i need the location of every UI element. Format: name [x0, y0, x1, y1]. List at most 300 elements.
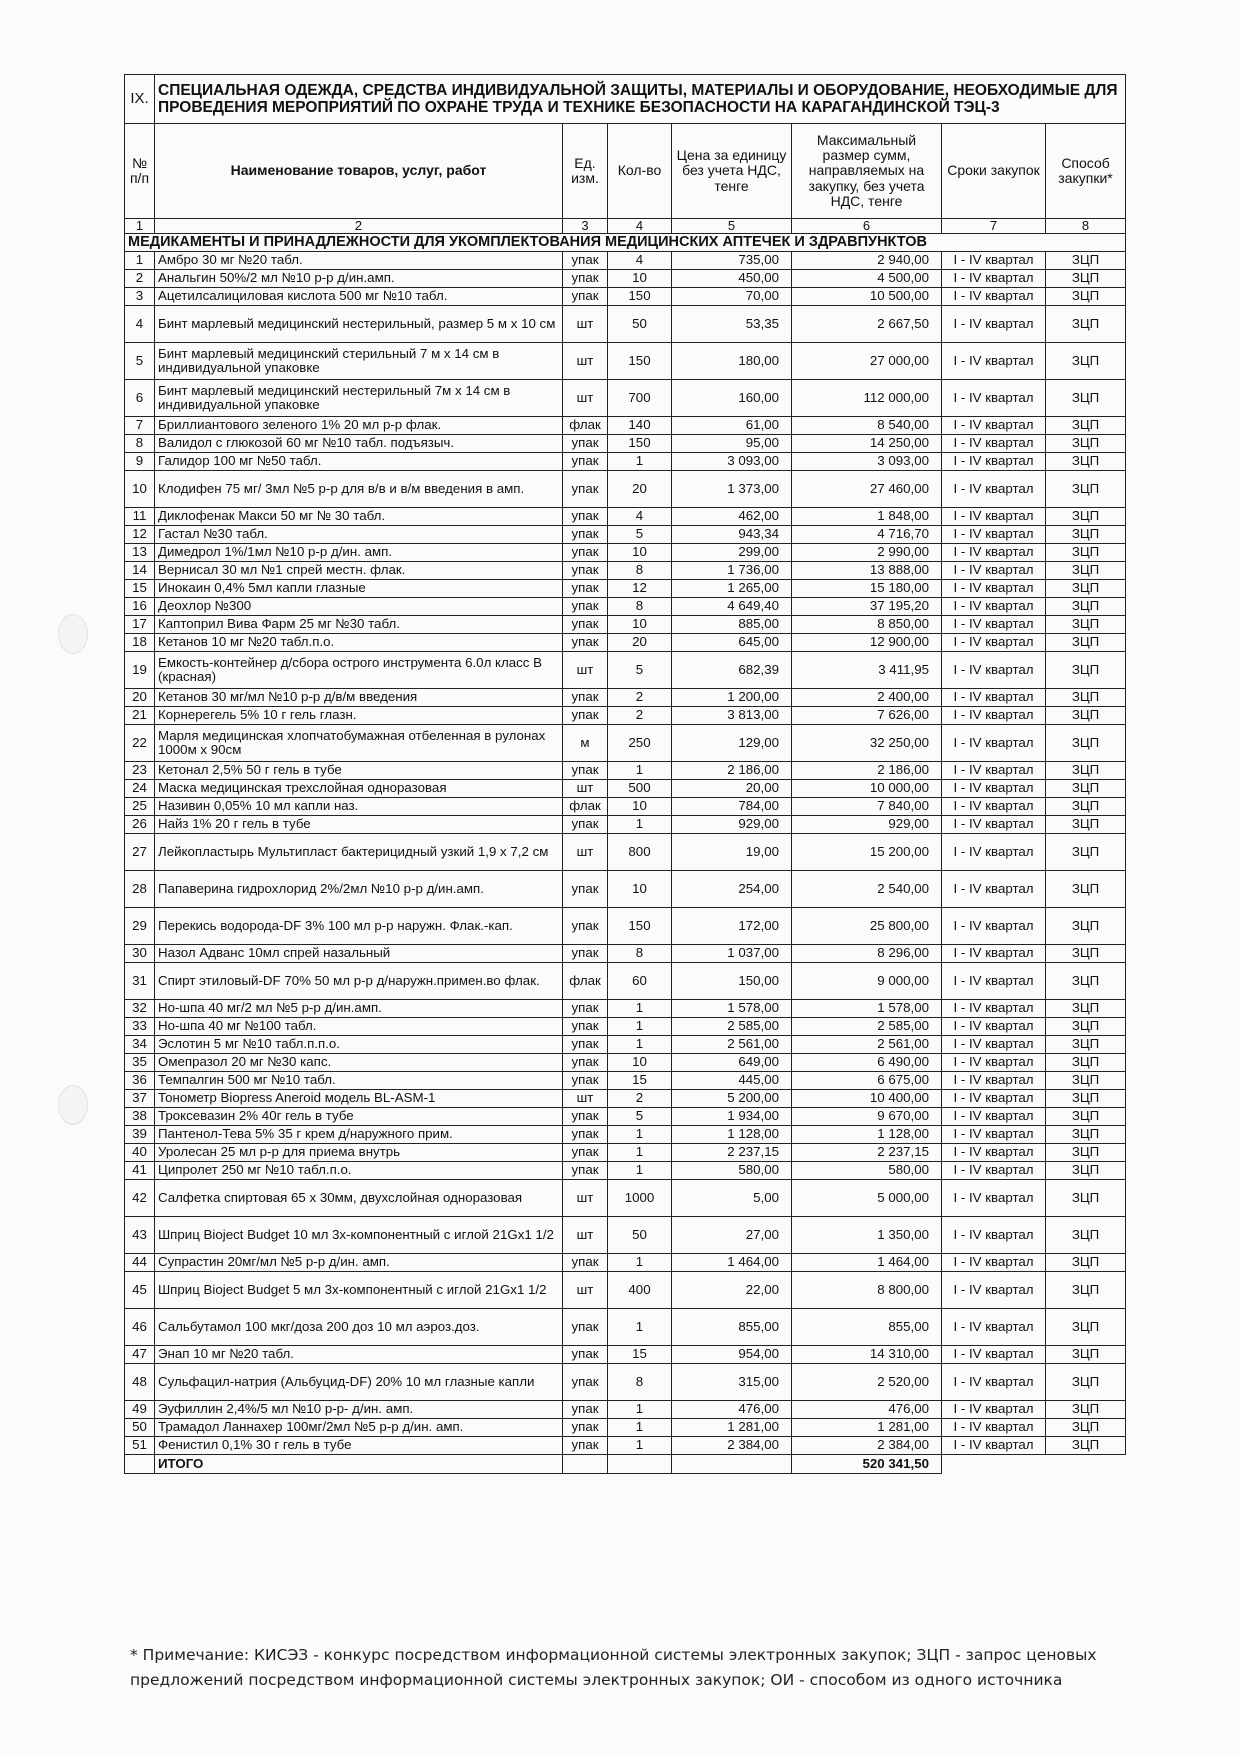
- total-empty: [1046, 1455, 1126, 1474]
- max-sum: 2 561,00: [792, 1036, 942, 1054]
- col-number: 7: [942, 219, 1046, 234]
- quantity: 2: [608, 1090, 672, 1108]
- max-sum: 2 585,00: [792, 1018, 942, 1036]
- unit: упак: [563, 562, 608, 580]
- procurement-method: ЗЦП: [1046, 1217, 1126, 1254]
- procurement-method: ЗЦП: [1046, 762, 1126, 780]
- table-row: [125, 288, 1126, 306]
- section-number: IX.: [125, 75, 155, 124]
- procurement-period: I - IV квартал: [942, 544, 1046, 562]
- procurement-period: I - IV квартал: [942, 1401, 1046, 1419]
- unit-price: 70,00: [672, 288, 792, 306]
- procurement-period: I - IV квартал: [942, 306, 1046, 343]
- unit: упак: [563, 1054, 608, 1072]
- unit: шт: [563, 1090, 608, 1108]
- unit: упак: [563, 1437, 608, 1455]
- table-row: [125, 1437, 1126, 1455]
- item-name: Диклофенак Макси 50 мг № 30 табл.: [155, 508, 563, 526]
- table-row: [125, 252, 1126, 270]
- item-name: Назол Адванс 10мл спрей назальный: [155, 945, 563, 963]
- row-number: 27: [125, 834, 155, 871]
- unit: шт: [563, 780, 608, 798]
- unit-price: 27,00: [672, 1217, 792, 1254]
- procurement-method: ЗЦП: [1046, 1272, 1126, 1309]
- unit-price: 180,00: [672, 343, 792, 380]
- table-row: [125, 1000, 1126, 1018]
- item-name: Кетанов 30 мг/мл №10 р-р д/в/м введения: [155, 689, 563, 707]
- unit-price: 3 093,00: [672, 453, 792, 471]
- item-name: Спирт этиловый-DF 70% 50 мл р-р д/наружн.примен.во флак.: [155, 963, 563, 1000]
- procurement-method: ЗЦП: [1046, 343, 1126, 380]
- unit-price: 462,00: [672, 508, 792, 526]
- procurement-method: ЗЦП: [1046, 1346, 1126, 1364]
- procurement-method: ЗЦП: [1046, 270, 1126, 288]
- procurement-period: I - IV квартал: [942, 1000, 1046, 1018]
- table-row: [125, 707, 1126, 725]
- max-sum: 15 180,00: [792, 580, 942, 598]
- table-row: [125, 725, 1126, 762]
- table-row: [125, 816, 1126, 834]
- max-sum: 5 000,00: [792, 1180, 942, 1217]
- quantity: 10: [608, 798, 672, 816]
- max-sum: 3 093,00: [792, 453, 942, 471]
- row-number: 25: [125, 798, 155, 816]
- procurement-method: ЗЦП: [1046, 526, 1126, 544]
- row-number: 35: [125, 1054, 155, 1072]
- item-name: Сальбутамол 100 мкг/доза 200 доз 10 мл аэроз.доз.: [155, 1309, 563, 1346]
- row-number: 1: [125, 252, 155, 270]
- table-row: [125, 616, 1126, 634]
- total-empty: [125, 1455, 155, 1474]
- unit-price: 1 265,00: [672, 580, 792, 598]
- item-name: Троксевазин 2% 40г гель в тубе: [155, 1108, 563, 1126]
- unit-price: 5 200,00: [672, 1090, 792, 1108]
- procurement-method: ЗЦП: [1046, 1072, 1126, 1090]
- unit-price: 19,00: [672, 834, 792, 871]
- punch-hole: [58, 614, 88, 654]
- max-sum: 2 384,00: [792, 1437, 942, 1455]
- max-sum: 2 667,50: [792, 306, 942, 343]
- unit-price: 885,00: [672, 616, 792, 634]
- table-row: [125, 634, 1126, 652]
- table-row: [125, 1126, 1126, 1144]
- table-row: [125, 471, 1126, 508]
- procurement-period: I - IV квартал: [942, 1018, 1046, 1036]
- max-sum: 6 675,00: [792, 1072, 942, 1090]
- quantity: 15: [608, 1072, 672, 1090]
- unit: шт: [563, 1180, 608, 1217]
- quantity: 20: [608, 634, 672, 652]
- procurement-period: I - IV квартал: [942, 1090, 1046, 1108]
- unit: упак: [563, 1364, 608, 1401]
- quantity: 1: [608, 1000, 672, 1018]
- max-sum: 2 400,00: [792, 689, 942, 707]
- unit-price: 5,00: [672, 1180, 792, 1217]
- procurement-method: ЗЦП: [1046, 508, 1126, 526]
- max-sum: 4 500,00: [792, 270, 942, 288]
- quantity: 800: [608, 834, 672, 871]
- unit-price: 160,00: [672, 380, 792, 417]
- procurement-method: ЗЦП: [1046, 252, 1126, 270]
- max-sum: 1 281,00: [792, 1419, 942, 1437]
- row-number: 5: [125, 343, 155, 380]
- total-empty: [563, 1455, 608, 1474]
- col-number: 1: [125, 219, 155, 234]
- row-number: 18: [125, 634, 155, 652]
- item-name: Вернисал 30 мл №1 спрей местн. флак.: [155, 562, 563, 580]
- unit: упак: [563, 1000, 608, 1018]
- quantity: 4: [608, 252, 672, 270]
- row-number: 48: [125, 1364, 155, 1401]
- item-name: Эуфиллин 2,4%/5 мл №10 р-р- д/ин. амп.: [155, 1401, 563, 1419]
- unit-price: 1 464,00: [672, 1254, 792, 1272]
- quantity: 10: [608, 616, 672, 634]
- item-name: Тонометр Biopress Aneroid модель BL-ASM-1: [155, 1090, 563, 1108]
- table-row: [125, 798, 1126, 816]
- item-name: Сульфацил-натрия (Альбуцид-DF) 20% 10 мл глазные капли: [155, 1364, 563, 1401]
- unit: упак: [563, 453, 608, 471]
- unit-price: 2 237,15: [672, 1144, 792, 1162]
- procurement-method: ЗЦП: [1046, 689, 1126, 707]
- row-number: 51: [125, 1437, 155, 1455]
- max-sum: 3 411,95: [792, 652, 942, 689]
- item-name: Лейкопластырь Мультипласт бактерицидный узкий 1,9 х 7,2 см: [155, 834, 563, 871]
- procurement-method: ЗЦП: [1046, 908, 1126, 945]
- unit: шт: [563, 834, 608, 871]
- procurement-period: I - IV квартал: [942, 725, 1046, 762]
- unit-price: 784,00: [672, 798, 792, 816]
- row-number: 40: [125, 1144, 155, 1162]
- row-number: 23: [125, 762, 155, 780]
- unit-price: 2 186,00: [672, 762, 792, 780]
- procurement-method: ЗЦП: [1046, 1254, 1126, 1272]
- unit-price: 1 281,00: [672, 1419, 792, 1437]
- item-name: Марля медицинская хлопчатобумажная отбеленная в рулонах 1000м х 90см: [155, 725, 563, 762]
- col-header-period: Сроки закупок: [942, 124, 1046, 219]
- max-sum: 8 296,00: [792, 945, 942, 963]
- table-row: [125, 343, 1126, 380]
- max-sum: 37 195,20: [792, 598, 942, 616]
- procurement-period: I - IV квартал: [942, 945, 1046, 963]
- category-title: МЕДИКАМЕНТЫ И ПРИНАДЛЕЖНОСТИ ДЛЯ УКОМПЛЕКТОВАНИЯ МЕДИЦИНСКИХ АПТЕЧЕК И ЗДРАВПУНКТОВ: [125, 234, 1126, 252]
- procurement-method: ЗЦП: [1046, 380, 1126, 417]
- unit-price: 855,00: [672, 1309, 792, 1346]
- unit-price: 1 736,00: [672, 562, 792, 580]
- item-name: Димедрол 1%/1мл №10 р-р д/ин. амп.: [155, 544, 563, 562]
- procurement-period: I - IV квартал: [942, 780, 1046, 798]
- row-number: 19: [125, 652, 155, 689]
- max-sum: 9 000,00: [792, 963, 942, 1000]
- unit: упак: [563, 1401, 608, 1419]
- item-name: Фенистил 0,1% 30 г гель в тубе: [155, 1437, 563, 1455]
- quantity: 1: [608, 1018, 672, 1036]
- quantity: 1: [608, 762, 672, 780]
- item-name: Ципролет 250 мг №10 табл.п.о.: [155, 1162, 563, 1180]
- row-number: 16: [125, 598, 155, 616]
- unit-price: 254,00: [672, 871, 792, 908]
- unit-price: 1 934,00: [672, 1108, 792, 1126]
- procurement-method: ЗЦП: [1046, 1108, 1126, 1126]
- quantity: 1: [608, 816, 672, 834]
- row-number: 36: [125, 1072, 155, 1090]
- col-header-price: Цена за единицу без учета НДС, тенге: [672, 124, 792, 219]
- unit-price: 4 649,40: [672, 598, 792, 616]
- table-row: [125, 908, 1126, 945]
- total-empty: [672, 1455, 792, 1474]
- item-name: Кетанов 10 мг №20 табл.п.о.: [155, 634, 563, 652]
- table-row: [125, 1217, 1126, 1254]
- procurement-period: I - IV квартал: [942, 1437, 1046, 1455]
- procurement-method: ЗЦП: [1046, 1419, 1126, 1437]
- procurement-period: I - IV квартал: [942, 1217, 1046, 1254]
- item-name: Энап 10 мг №20 табл.: [155, 1346, 563, 1364]
- table-row: [125, 1180, 1126, 1217]
- max-sum: 1 350,00: [792, 1217, 942, 1254]
- footnote: * Примечание: КИСЭЗ - конкурс посредством информационной системы электронных закупок; ЗЦП - запрос ценовых предложений посредством информационной системы электронных закупок; ОИ - способом из одного источника: [130, 1646, 1097, 1689]
- procurement-method: ЗЦП: [1046, 834, 1126, 871]
- procurement-period: I - IV квартал: [942, 1419, 1046, 1437]
- max-sum: 25 800,00: [792, 908, 942, 945]
- table-row: [125, 380, 1126, 417]
- quantity: 250: [608, 725, 672, 762]
- max-sum: 7 626,00: [792, 707, 942, 725]
- procurement-period: I - IV квартал: [942, 1309, 1046, 1346]
- table-row: [125, 562, 1126, 580]
- procurement-method: ЗЦП: [1046, 1309, 1126, 1346]
- procurement-period: I - IV квартал: [942, 562, 1046, 580]
- row-number: 37: [125, 1090, 155, 1108]
- quantity: 60: [608, 963, 672, 1000]
- item-name: Клодифен 75 мг/ 3мл №5 р-р для в/в и в/м введения в амп.: [155, 471, 563, 508]
- quantity: 8: [608, 562, 672, 580]
- quantity: 1: [608, 1309, 672, 1346]
- quantity: 8: [608, 945, 672, 963]
- row-number: 46: [125, 1309, 155, 1346]
- unit: упак: [563, 1036, 608, 1054]
- item-name: Инокаин 0,4% 5мл капли глазные: [155, 580, 563, 598]
- max-sum: 14 310,00: [792, 1346, 942, 1364]
- max-sum: 8 800,00: [792, 1272, 942, 1309]
- unit-price: 172,00: [672, 908, 792, 945]
- quantity: 400: [608, 1272, 672, 1309]
- item-name: Эслотин 5 мг №10 табл.п.п.о.: [155, 1036, 563, 1054]
- item-name: Темпалгин 500 мг №10 табл.: [155, 1072, 563, 1090]
- procurement-method: ЗЦП: [1046, 1364, 1126, 1401]
- unit-price: 315,00: [672, 1364, 792, 1401]
- unit: упак: [563, 945, 608, 963]
- item-name: Бинт марлевый медицинский нестерильный 7м х 14 см в индивидуальной упаковке: [155, 380, 563, 417]
- quantity: 12: [608, 580, 672, 598]
- row-number: 8: [125, 435, 155, 453]
- unit-price: 1 037,00: [672, 945, 792, 963]
- unit: упак: [563, 526, 608, 544]
- procurement-method: ЗЦП: [1046, 288, 1126, 306]
- procurement-period: I - IV квартал: [942, 1364, 1046, 1401]
- item-name: Корнерегель 5% 10 г гель глазн.: [155, 707, 563, 725]
- table-row: [125, 762, 1126, 780]
- procurement-method: ЗЦП: [1046, 562, 1126, 580]
- procurement-period: I - IV квартал: [942, 598, 1046, 616]
- item-name: Бинт марлевый медицинский нестерильный, размер 5 м х 10 см: [155, 306, 563, 343]
- table-row: [125, 270, 1126, 288]
- col-header-unit: Ед. изм.: [563, 124, 608, 219]
- item-name: Деохлор №300: [155, 598, 563, 616]
- category-row: [125, 234, 1126, 252]
- table-row: [125, 689, 1126, 707]
- item-name: Ацетилсалициловая кислота 500 мг №10 табл.: [155, 288, 563, 306]
- table-row: [125, 780, 1126, 798]
- procurement-period: I - IV квартал: [942, 616, 1046, 634]
- procurement-period: I - IV квартал: [942, 252, 1046, 270]
- max-sum: 1 848,00: [792, 508, 942, 526]
- procurement-method: ЗЦП: [1046, 435, 1126, 453]
- max-sum: 10 500,00: [792, 288, 942, 306]
- max-sum: 12 900,00: [792, 634, 942, 652]
- max-sum: 2 520,00: [792, 1364, 942, 1401]
- max-sum: 14 250,00: [792, 435, 942, 453]
- procurement-period: I - IV квартал: [942, 834, 1046, 871]
- row-number: 38: [125, 1108, 155, 1126]
- item-name: Но-шпа 40 мг №100 табл.: [155, 1018, 563, 1036]
- procurement-period: I - IV квартал: [942, 689, 1046, 707]
- total-value: 520 341,50: [792, 1455, 942, 1474]
- table-row: [125, 435, 1126, 453]
- row-number: 41: [125, 1162, 155, 1180]
- max-sum: 8 540,00: [792, 417, 942, 435]
- procurement-method: ЗЦП: [1046, 417, 1126, 435]
- unit: упак: [563, 616, 608, 634]
- col-header-qty: Кол-во: [608, 124, 672, 219]
- item-name: Шприц Bioject Budget 10 мл 3х-компонентный с иглой 21Gx1 1/2: [155, 1217, 563, 1254]
- procurement-period: I - IV квартал: [942, 526, 1046, 544]
- unit: упак: [563, 508, 608, 526]
- col-header-method: Способ закупки*: [1046, 124, 1126, 219]
- procurement-method: ЗЦП: [1046, 1180, 1126, 1217]
- unit-price: 61,00: [672, 417, 792, 435]
- unit-price: 2 384,00: [672, 1437, 792, 1455]
- row-number: 17: [125, 616, 155, 634]
- quantity: 1: [608, 453, 672, 471]
- row-number: 26: [125, 816, 155, 834]
- item-name: Шприц Bioject Budget 5 мл 3х-компонентный с иглой 21Gx1 1/2: [155, 1272, 563, 1309]
- procurement-period: I - IV квартал: [942, 1254, 1046, 1272]
- col-header-name: Наименование товаров, услуг, работ: [155, 124, 563, 219]
- unit: упак: [563, 1018, 608, 1036]
- item-name: Папаверина гидрохлорид 2%/2мл №10 р-р д/ин.амп.: [155, 871, 563, 908]
- procurement-method: ЗЦП: [1046, 1162, 1126, 1180]
- item-name: Салфетка спиртовая 65 х 30мм, двухслойная одноразовая: [155, 1180, 563, 1217]
- col-number: 3: [563, 219, 608, 234]
- unit-price: 580,00: [672, 1162, 792, 1180]
- item-name: Уролесан 25 мл р-р для приема внутрь: [155, 1144, 563, 1162]
- row-number: 28: [125, 871, 155, 908]
- unit: упак: [563, 762, 608, 780]
- table-row: [125, 1254, 1126, 1272]
- quantity: 50: [608, 306, 672, 343]
- row-number: 43: [125, 1217, 155, 1254]
- row-number: 7: [125, 417, 155, 435]
- procurement-period: I - IV квартал: [942, 1346, 1046, 1364]
- item-name: Емкость-контейнер д/сбора острого инструмента 6.0л класс В (красная): [155, 652, 563, 689]
- unit-price: 1 128,00: [672, 1126, 792, 1144]
- row-number: 24: [125, 780, 155, 798]
- procurement-method: ЗЦП: [1046, 963, 1126, 1000]
- unit: м: [563, 725, 608, 762]
- unit-price: 445,00: [672, 1072, 792, 1090]
- procurement-method: ЗЦП: [1046, 1018, 1126, 1036]
- quantity: 10: [608, 871, 672, 908]
- procurement-method: ЗЦП: [1046, 616, 1126, 634]
- row-number: 44: [125, 1254, 155, 1272]
- procurement-table: [124, 74, 1126, 1474]
- table-row: [125, 1272, 1126, 1309]
- procurement-period: I - IV квартал: [942, 908, 1046, 945]
- table-row: [125, 1346, 1126, 1364]
- unit-price: 53,35: [672, 306, 792, 343]
- row-number: 2: [125, 270, 155, 288]
- procurement-method: ЗЦП: [1046, 580, 1126, 598]
- row-number: 13: [125, 544, 155, 562]
- table-row: [125, 544, 1126, 562]
- table-row: [125, 1162, 1126, 1180]
- procurement-period: I - IV квартал: [942, 634, 1046, 652]
- quantity: 8: [608, 1364, 672, 1401]
- procurement-period: I - IV квартал: [942, 963, 1046, 1000]
- procurement-period: I - IV квартал: [942, 1162, 1046, 1180]
- table-row: [125, 652, 1126, 689]
- item-name: Бриллиантового зеленого 1% 20 мл р-р флак.: [155, 417, 563, 435]
- unit: шт: [563, 306, 608, 343]
- table-row: [125, 1090, 1126, 1108]
- procurement-period: I - IV квартал: [942, 707, 1046, 725]
- quantity: 10: [608, 1054, 672, 1072]
- max-sum: 1 128,00: [792, 1126, 942, 1144]
- col-number: 8: [1046, 219, 1126, 234]
- unit: упак: [563, 689, 608, 707]
- max-sum: 10 400,00: [792, 1090, 942, 1108]
- total-label: ИТОГО: [155, 1455, 563, 1474]
- table-row: [125, 1401, 1126, 1419]
- unit: флак: [563, 963, 608, 1000]
- quantity: 1: [608, 1126, 672, 1144]
- table-row: [125, 453, 1126, 471]
- procurement-period: I - IV квартал: [942, 580, 1046, 598]
- row-number: 12: [125, 526, 155, 544]
- quantity: 150: [608, 435, 672, 453]
- quantity: 50: [608, 1217, 672, 1254]
- table-row: [125, 1072, 1126, 1090]
- table-row: [125, 1054, 1126, 1072]
- row-number: 4: [125, 306, 155, 343]
- procurement-period: I - IV квартал: [942, 816, 1046, 834]
- item-name: Бинт марлевый медицинский стерильный 7 м х 14 см в индивидуальной упаковке: [155, 343, 563, 380]
- item-name: Амбро 30 мг №20 табл.: [155, 252, 563, 270]
- unit-price: 735,00: [672, 252, 792, 270]
- table-row: [125, 1036, 1126, 1054]
- procurement-period: I - IV квартал: [942, 1144, 1046, 1162]
- quantity: 150: [608, 288, 672, 306]
- quantity: 5: [608, 526, 672, 544]
- item-name: Пантенол-Тева 5% 35 г крем д/наружного прим.: [155, 1126, 563, 1144]
- unit-price: 129,00: [672, 725, 792, 762]
- unit: упак: [563, 471, 608, 508]
- procurement-method: ЗЦП: [1046, 1000, 1126, 1018]
- procurement-period: I - IV квартал: [942, 453, 1046, 471]
- table-row: [125, 1018, 1126, 1036]
- table-row: [125, 306, 1126, 343]
- section-title: СПЕЦИАЛЬНАЯ ОДЕЖДА, СРЕДСТВА ИНДИВИДУАЛЬНОЙ ЗАЩИТЫ, МАТЕРИАЛЫ И ОБОРУДОВАНИЕ, НЕОБХОДИМЫЕ ДЛЯ ПРОВЕДЕНИЯ МЕРОПРИЯТИЙ ПО ОХРАНЕ ТРУДА И ТЕХНИКЕ БЕЗОПАСНОСТИ НА КАРАГАНДИНСКОЙ ТЭЦ-3: [155, 75, 1126, 124]
- unit-price: 1 578,00: [672, 1000, 792, 1018]
